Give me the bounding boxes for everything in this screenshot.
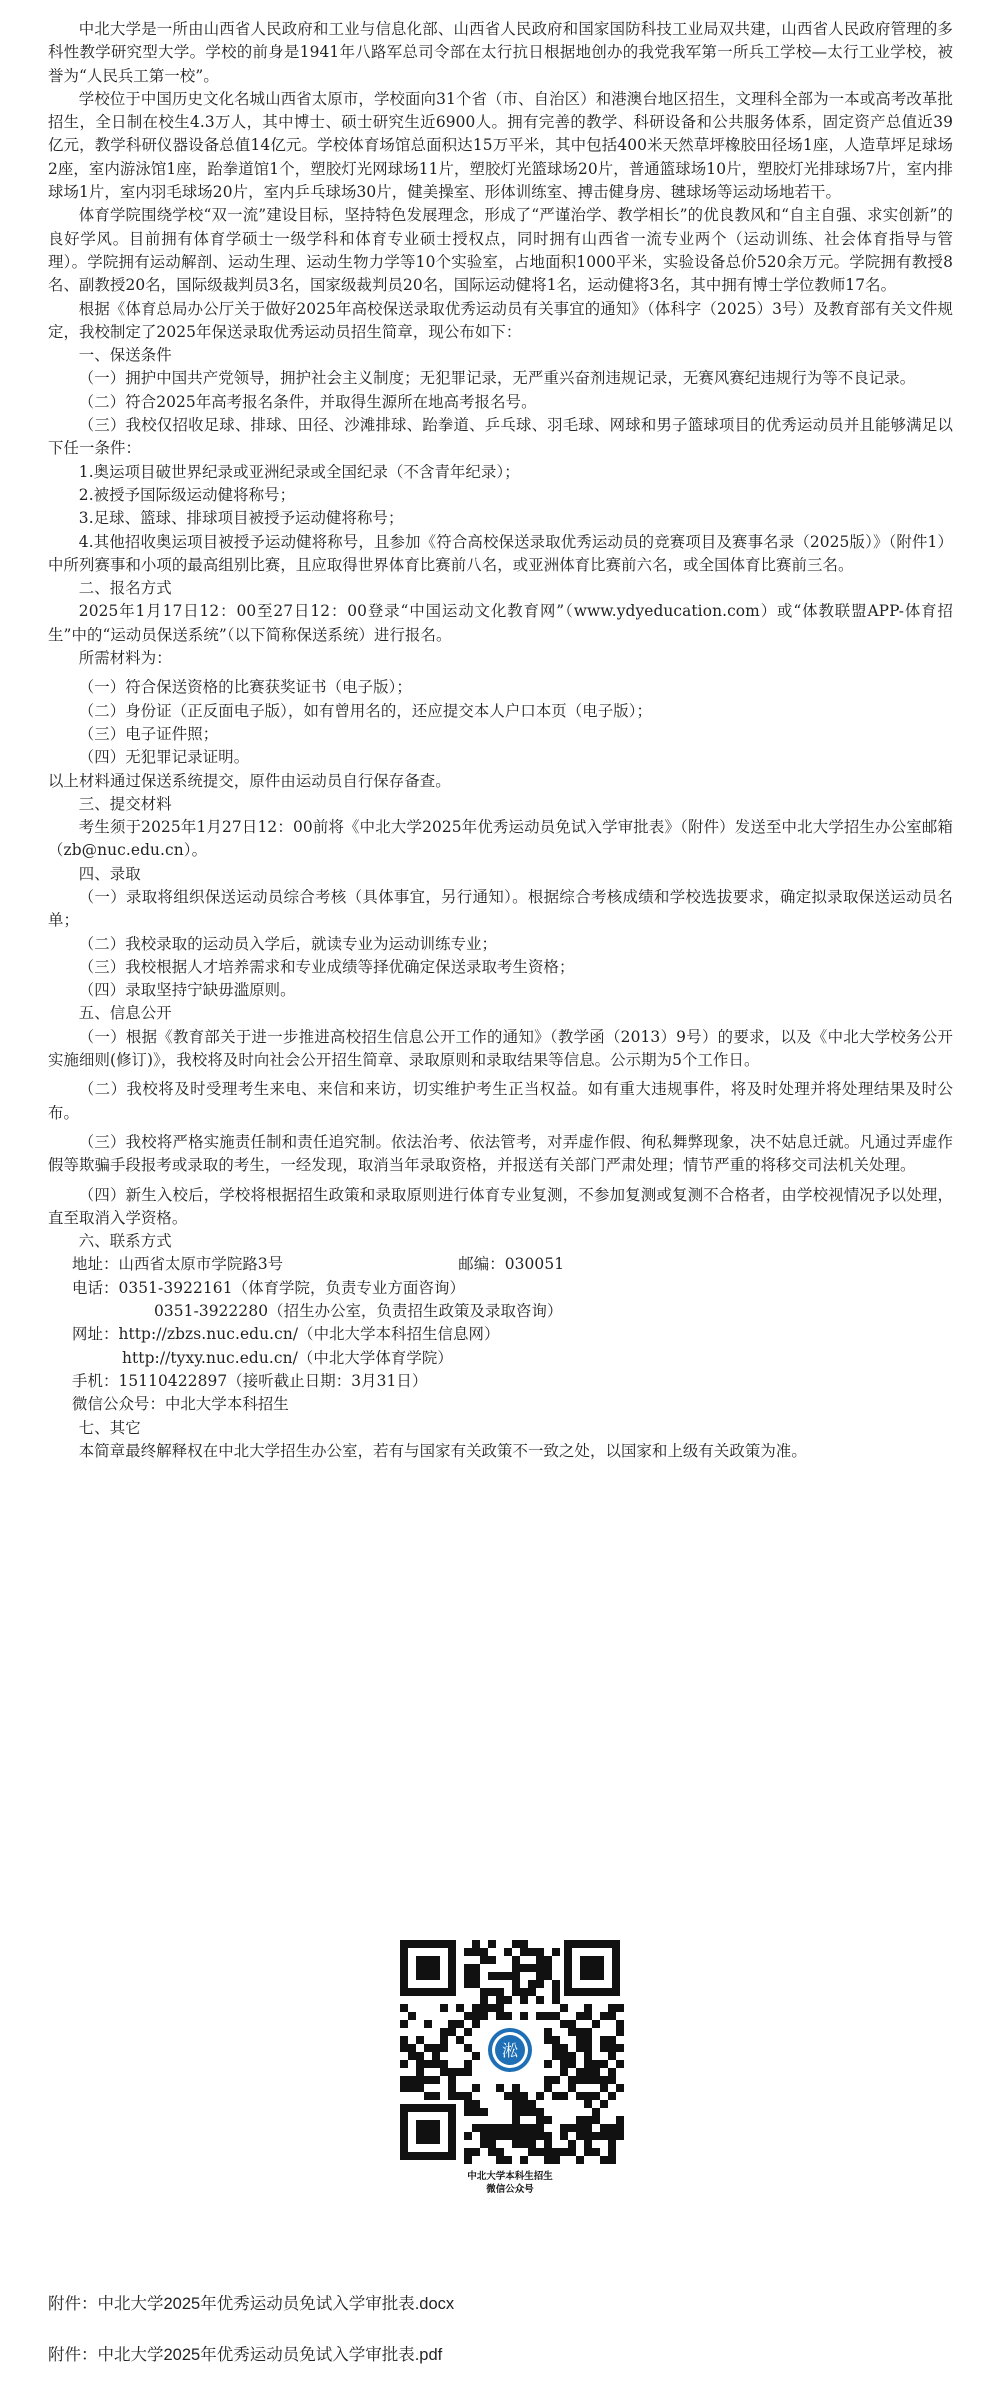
disclosure-item: （四）新生入校后，学校将根据招生政策和录取原则进行体育专业复测，不参加复测或复测不合格者，由学校视情况予以处理，直至取消入学资格。: [48, 1185, 953, 1227]
materials-title: 所需材料为：: [78, 649, 172, 668]
condition-item: （三）我校仅招收足球、排球、田径、沙滩排球、跆拳道、乒乓球、羽毛球、网球和男子篮球项目的优秀运动员并且能够满足以下任一条件：: [48, 416, 953, 458]
disclosure-item: （二）我校将及时受理考生来电、来信和来访，切实维护考生正当权益。如有重大违规事件，将及时处理并将处理结果及时公布。: [48, 1080, 953, 1122]
attachment-docx-text[interactable]: 附件：中北大学2025年优秀运动员免试入学审批表.docx: [48, 2295, 455, 2313]
intro-paragraph: 中北大学是一所由山西省人民政府和工业与信息化部、山西省人民政府和国家国防科技工业局双共建，山西省人民政府管理的多科性教学研究型大学。学校的前身是1941年八路军总司令部在太行抗日根据地创办的我党我军第一所兵工学校—太行工业学校，被誉为“人民兵工第一校”。: [48, 20, 953, 85]
section-heading-conditions: 一、保送条件: [78, 346, 172, 365]
contact-wechat: 微信公众号：中北大学本科招生: [72, 1395, 289, 1414]
attachment-link-pdf[interactable]: [48, 2341, 442, 2365]
condition-item: 2.被授予国际级运动健将称号；: [78, 485, 296, 504]
admission-item: （二）我校录取的运动员入学后，就读专业为运动训练专业；: [78, 934, 498, 953]
section-heading-submission: 三、提交材料: [78, 794, 172, 813]
admission-item: （一）录取将组织保送运动员综合考核（具体事宜，另行通知）。根据综合考核成绩和学校选拔要求，确定拟录取保送运动员名单；: [48, 887, 953, 930]
attachment-link-docx[interactable]: [48, 2290, 454, 2314]
qr-caption-line2: 微信公众号: [486, 2184, 534, 2195]
qr-finder-top-right: [564, 1940, 620, 1996]
attachment-pdf-text[interactable]: 附件：中北大学2025年优秀运动员免试入学审批表.pdf: [48, 2346, 443, 2364]
submission-text: 考生须于2025年1月27日12：00前将《中北大学2025年优秀运动员免试入学审批表》（附件）发送至中北大学招生办公室邮箱（zb@nuc.edu.cn）。: [48, 818, 953, 860]
material-item: （四）无犯罪记录证明。: [78, 748, 250, 767]
contact-phone-admissions: 0351-3922280（招生办公室，负责招生政策及录取咨询）: [154, 1302, 563, 1321]
admission-item: （四）录取坚持宁缺毋滥原则。: [78, 981, 296, 1000]
disclosure-item: （一）根据《教育部关于进一步推进高校招生信息公开工作的通知》（教学函（2013）9号）的要求，以及《中北大学校务公开实施细则(修订)》，我校将及时向社会公开招生简章、录取原则和录取结果等信息。公示期为5个工作日。: [48, 1027, 953, 1070]
registration-text: 2025年1月17日12：00至27日12：00登录“中国运动文化教育网”（www.ydyeducation.com）或“体教联盟APP-体育招生”中的“运动员保送系统”（以下简称保送系统）进行报名。: [48, 602, 953, 644]
condition-item: 1.奥运项目破世界纪录或亚洲纪录或全国纪录（不含青年纪录）；: [78, 462, 520, 481]
contact-website-admissions[interactable]: 网址：http://zbzs.nuc.edu.cn/（中北大学本科招生信息网）: [72, 1325, 500, 1344]
qr-center-logo: [486, 2026, 534, 2074]
section-heading-disclosure: 五、信息公开: [78, 1004, 172, 1023]
condition-item: 4.其他招收奥运项目被授予运动健将称号，且参加《符合高校保送录取优秀运动员的竞赛项目及赛事名录（2025版）》（附件1）中所列赛事和小项的最高组别比赛，且应取得世界体育比赛前八名，或亚洲体育比赛前六名，或全国体育比赛前三名。: [48, 532, 953, 574]
contact-block: [48, 1253, 953, 1416]
contact-phone-sports: 电话：0351-3922161（体育学院，负责专业方面咨询）: [72, 1278, 465, 1297]
other-text: 本简章最终解释权在中北大学招生办公室，若有与国家有关政策不一致之处，以国家和上级有关政策为准。: [78, 1441, 807, 1460]
intro-paragraph: 学校位于中国历史文化名城山西省太原市，学校面向31个省（市、自治区）和港澳台地区招生，文理科全部为一本或高考改革批招生，全日制在校生4.3万人，其中博士、硕士研究生近6900人。拥有完善的教学、科研设备和公共服务体系，固定资产总值近39亿元，教学科研仪器设备总值14亿元。学校体育场馆总面积达15万平米，其中包括400米天然草坪橡胶田径场1座，人造草坪足球场2座，室内游泳馆1座，跆拳道馆1个，塑胶灯光网球场11片，塑胶灯光篮球场20片，普通篮球场10片，塑胶灯光排球场7片，室内排球场1片，室内羽毛球场20片，室内乒乓球场30片，健美操室、形体训练室、搏击健身房、毽球场等运动场地若干。: [48, 89, 953, 202]
qr-caption-line1: 中北大学本科生招生: [467, 2171, 553, 2182]
condition-item: （二）符合2025年高考报名条件，并取得生源所在地高考报名号。: [78, 392, 537, 411]
section-heading-other: 七、其它: [78, 1418, 141, 1437]
material-item: （二）身份证（正反面电子版），如有曾用名的，还应提交本人户口本页（电子版）；: [78, 701, 653, 720]
condition-item: 3.足球、篮球、排球项目被授予运动健将称号；: [78, 509, 404, 528]
qr-finder-bottom-left: [400, 2104, 456, 2160]
section-heading-registration: 二、报名方式: [78, 579, 172, 598]
wechat-qr-code: [390, 1930, 630, 2170]
section-heading-contact: 六、联系方式: [78, 1232, 172, 1251]
section-heading-admission: 四、录取: [78, 864, 141, 883]
material-item: （一）符合保送资格的比赛获奖证书（电子版）；: [78, 678, 412, 697]
contact-website-sports[interactable]: http://tyxy.nuc.edu.cn/（中北大学体育学院）: [122, 1348, 453, 1367]
contact-address: 地址：山西省太原市学院路3号: [72, 1255, 284, 1274]
disclosure-item: （三）我校将严格实施责任制和责任追究制。依法治考、依法管考，对弄虚作假、徇私舞弊现象，决不姑息迁就。凡通过弄虚作假等欺骗手段报考或录取的考生，一经发现，取消当年录取资格，并报送有关部门严肃处理；情节严重的将移交司法机关处理。: [48, 1132, 953, 1175]
material-item: （三）电子证件照；: [78, 724, 219, 743]
materials-note: 以上材料通过保送系统提交，原件由运动员自行保存备查。: [48, 771, 451, 790]
wechat-qr-block: [390, 1930, 630, 2196]
contact-mobile: 手机：15110422897（接听截止日期：3月31日）: [72, 1371, 428, 1390]
admission-item: （三）我校根据人才培养需求和专业成绩等择优确定保送录取考生资格；: [78, 957, 575, 976]
intro-paragraph: 根据《体育总局办公厅关于做好2025年高校保送录取优秀运动员有关事宜的通知》（体科字（2025）3号）及教育部有关文件规定，我校制定了2025年保送录取优秀运动员招生简章，现公布如下：: [48, 299, 953, 341]
contact-postcode: 邮编：030051: [458, 1255, 565, 1274]
svg-text:淞: 淞: [501, 2041, 519, 2060]
article-body: [48, 18, 953, 1463]
qr-finder-top-left: [400, 1940, 456, 1996]
intro-paragraph: 体育学院围绕学校“双一流”建设目标，坚持特色发展理念，形成了“严谨治学、教学相长”的优良教风和“自主自强、求实创新”的良好学风。目前拥有体育学硕士一级学科和体育专业硕士授权点，同时拥有山西省一流专业两个（运动训练、社会体育指导与管理）。学院拥有运动解剖、运动生理、运动生物力学等10个实验室，占地面积1000平米，实验设备总价520余万元。学院拥有教授8名、副教授20名，国际级裁判员3名，国家级裁判员20名，国际运动健将1名，运动健将3名，其中拥有博士学位教师17名。: [48, 206, 953, 295]
condition-item: （一）拥护中国共产党领导，拥护社会主义制度；无犯罪记录，无严重兴奋剂违规记录，无赛风赛纪违规行为等不良记录。: [78, 369, 916, 388]
